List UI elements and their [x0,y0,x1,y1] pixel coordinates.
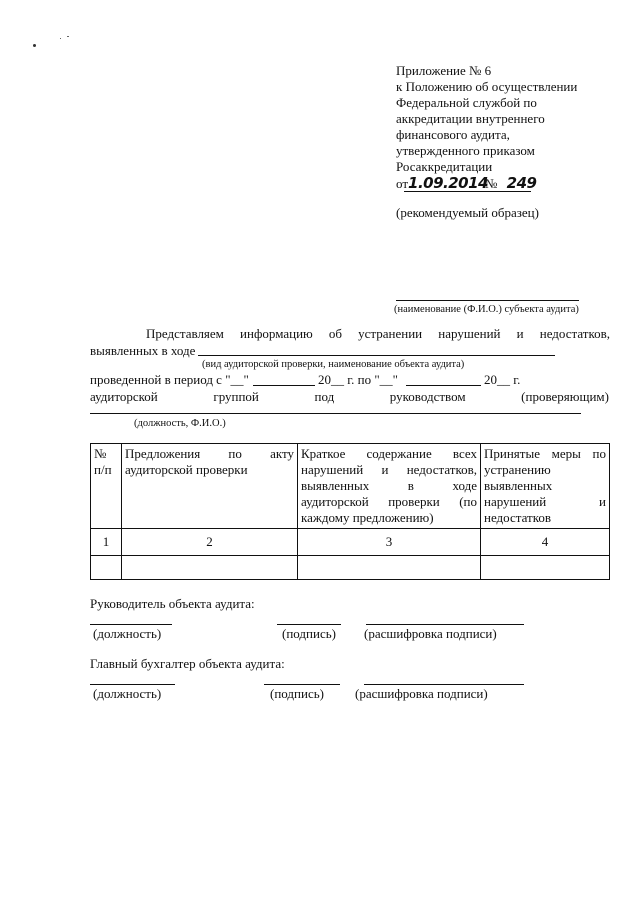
group-line [90,389,609,405]
position-caption: (должность, Ф.И.О.) [134,418,226,429]
header-proposals: Предложения по акту аудиторской проверки [122,444,298,529]
group-word: под [314,389,335,404]
appendix-line: Приложение № 6 [396,63,492,78]
head-decoding-line [366,624,524,625]
position-line [90,413,581,414]
appendix-date-line [396,175,626,192]
intro-line-1 [146,326,610,342]
handwritten-date: 1.09.2014 [408,174,488,192]
period-middle: 20__ г. по "__" [318,372,398,387]
period-suffix: 20__ г. [484,372,521,387]
appendix-line: Росаккредитации [396,159,493,174]
measures-table [90,443,610,580]
date-underline [404,191,531,192]
column-number-cell: 4 [481,529,610,556]
header-summary: Краткое содержание всех нарушений и недостатков, выявленных в ходе аудиторской проверки (по каждому предложению) [298,444,481,529]
number-prefix: № [484,176,498,191]
empty-cell [122,556,298,580]
head-title: Руководитель объекта аудита: [90,596,255,611]
head-position-line [90,624,172,625]
appendix-line: финансового аудита, [396,127,510,142]
date-prefix: от [396,176,409,191]
header-number: № п/п [91,444,122,529]
group-word: руководством [389,389,466,404]
intro-line-2: выявленных в ходе [90,343,196,358]
period-prefix: проведенной в период с "__" [90,372,249,387]
accountant-title: Главный бухгалтер объекта аудита: [90,656,285,671]
head-position-caption: (должность) [93,626,162,641]
head-signature-caption: (подпись) [282,626,336,641]
accountant-signature-caption: (подпись) [270,686,324,701]
table-row [91,529,610,556]
appendix-line: Федеральной службой по [396,95,537,110]
appendix-line: аккредитации внутреннего [396,111,545,126]
appendix-block [396,63,626,192]
appendix-line: к Положению об осуществлении [396,79,578,94]
empty-cell [91,556,122,580]
header-measures: Принятые меры по устранению выявленных нарушений и недостатков [481,444,610,529]
handwritten-number: 249 [506,174,537,192]
accountant-decoding-caption: (расшифровка подписи) [355,686,488,701]
head-decoding-caption: (расшифровка подписи) [364,626,497,641]
intro-text-1: Представляем информацию об устранении нарушений и недостатков, [146,326,610,341]
period-end-blank [406,385,481,386]
empty-cell [481,556,610,580]
period-start-blank [253,385,315,386]
appendix-line: утвержденного приказом [396,143,535,158]
empty-cell [298,556,481,580]
column-number-cell: 3 [298,529,481,556]
audit-type-line [198,355,555,356]
group-word: группой [213,389,259,404]
addressee-caption: (наименование (Ф.И.О.) субъекта аудита) [394,304,579,315]
table-header-row [91,444,610,529]
group-word: аудиторской [90,389,158,404]
addressee-line [396,300,579,301]
head-signature-line [277,624,341,625]
accountant-decoding-line [364,684,524,685]
accountant-position-caption: (должность) [93,686,162,701]
audit-type-caption: (вид аудиторской проверки, наименование объекта аудита) [202,359,465,370]
group-word: (проверяющим) [521,389,609,404]
column-number-cell: 2 [122,529,298,556]
column-number-cell: 1 [91,529,122,556]
accountant-position-line [90,684,175,685]
table-row [91,556,610,580]
recommended-sample-label: (рекомендуемый образец) [396,205,539,220]
accountant-signature-line [264,684,340,685]
